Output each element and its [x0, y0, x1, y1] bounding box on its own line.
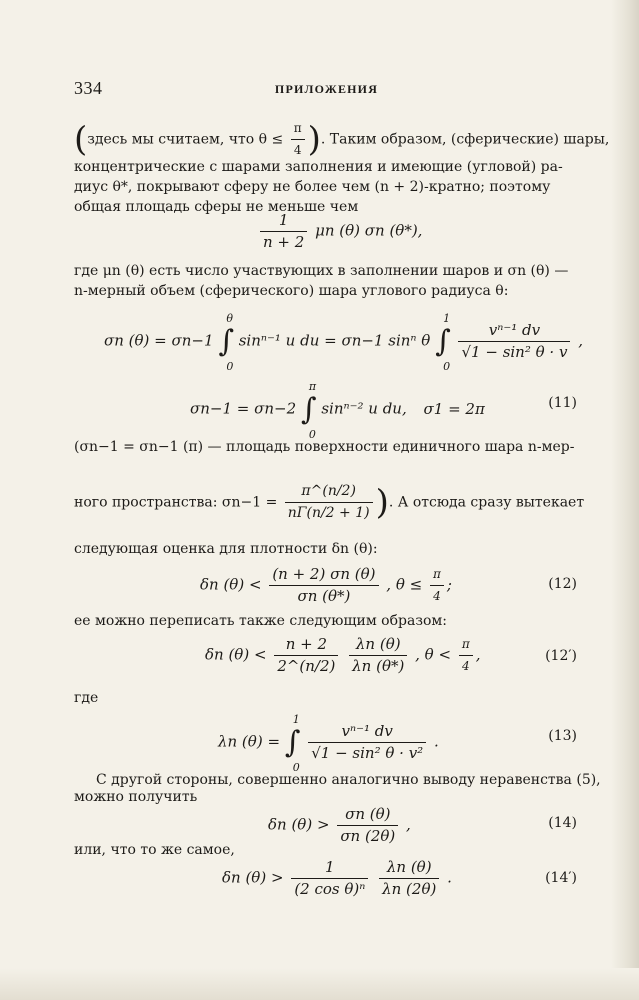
integral-sign-1: ∫ θ 0 — [218, 312, 234, 373]
fraction-numerator: vⁿ⁻¹ dv — [458, 322, 570, 342]
formula-trail: , — [475, 645, 481, 664]
fraction-denominator: √1 − sin² θ · v² — [311, 744, 424, 762]
fraction-denominator: 4 — [461, 659, 470, 673]
integral-lower-limit: 0 — [308, 428, 316, 441]
fraction-sphere-area — [285, 483, 373, 522]
fraction-numerator: 1 — [260, 212, 307, 232]
formula-12 — [200, 566, 452, 605]
paragraph3-line3: следующая оценка для плотности δn (θ): — [74, 541, 378, 557]
fraction — [308, 723, 426, 762]
fraction — [458, 322, 570, 361]
fraction-numerator: σn (θ) — [337, 806, 398, 826]
fraction-numerator: 1 — [291, 859, 368, 879]
formula-text: μn (θ) σn (θ*), — [315, 221, 423, 240]
paragraph5-line2: можно получить — [74, 789, 198, 805]
equation-number-12: (12) — [548, 576, 577, 592]
paragraph6-line1: или, что то же самое, — [74, 842, 235, 858]
integral-sign-2: ∫ 1 0 — [435, 312, 451, 373]
integral-upper-limit: 1 — [292, 713, 300, 726]
formula-11 — [190, 380, 485, 441]
fraction-numerator: λn (θ) — [379, 859, 439, 879]
fraction — [274, 636, 338, 675]
equation-number-11: (11) — [548, 395, 577, 411]
fraction-denominator: 2^(n/2) — [277, 657, 336, 675]
formula-lhs: λn (θ) = — [218, 732, 281, 751]
page-bottom-shadow — [0, 968, 639, 1000]
fraction-numerator: π — [430, 566, 444, 586]
integral-upper-limit: 1 — [443, 312, 451, 325]
formula-lhs: σn (θ) = σn−1 — [104, 331, 214, 350]
fraction-denominator: σn (2θ) — [340, 827, 396, 845]
close-paren-glyph: ) — [307, 119, 321, 160]
fraction-denominator: nΓ(n/2 + 1) — [287, 505, 370, 521]
formula-lhs: δn (θ) < — [205, 645, 267, 664]
formula-trail: . — [447, 868, 452, 887]
fraction-numerator: π^(n/2) — [285, 483, 373, 503]
equation-number-14: (14) — [548, 815, 577, 831]
equation-number-12-prime: (12′) — [545, 648, 577, 664]
formula-trail: ; — [446, 575, 452, 594]
equation-number-14-prime: (14′) — [545, 870, 577, 886]
fraction — [269, 566, 378, 605]
page-edge-shadow — [611, 0, 639, 1000]
formula-sigma — [104, 312, 583, 373]
paragraph1-line4: общая площадь сферы не меньше чем — [74, 199, 359, 215]
paragraph5-line1: С другой стороны, совершенно аналогично выводу неравенства (5), — [96, 772, 601, 788]
fraction-denominator: λn (θ*) — [352, 657, 405, 675]
formula-trail: , — [578, 331, 583, 350]
formula-area — [257, 212, 422, 251]
text-span: ного пространства: σn−1 = — [74, 494, 282, 511]
fraction-denominator: λn (2θ) — [382, 880, 437, 898]
formula-condition: , θ < — [415, 645, 452, 664]
formula-lhs: δn (θ) > — [268, 815, 330, 834]
paragraph1-line3: диус θ*, покрывают сферу не более чем (n + 2)-кратно; поэтому — [74, 179, 551, 195]
fraction — [291, 859, 368, 898]
fraction-numerator: vⁿ⁻¹ dv — [308, 723, 426, 743]
formula-trail: , — [406, 815, 411, 834]
paragraph3-line1: (σn−1 = σn−1 (π) — площадь поверхности единичного шара n-мер- — [74, 439, 575, 455]
formula-integrand: sinⁿ⁻¹ u du = σn−1 sinⁿ θ — [238, 331, 431, 350]
running-head: ПРИЛОЖЕНИЯ — [274, 82, 379, 96]
formula-14-prime — [222, 859, 452, 898]
fraction-numerator: π — [291, 120, 305, 140]
text-span: здесь мы считаем, что θ ≤ — [87, 131, 288, 148]
formula-extra: σ1 = 2π — [423, 399, 485, 418]
paragraph2-line2: n-мерный объем (сферического) шара углового радиуса θ: — [74, 283, 509, 299]
formula-13 — [218, 713, 439, 774]
integral-upper-limit: π — [308, 380, 317, 393]
fraction-pi-4 — [291, 120, 305, 159]
fraction-numerator: π — [459, 636, 473, 656]
fraction-denominator: 4 — [293, 143, 302, 157]
integral-lower-limit: 0 — [443, 360, 451, 373]
formula-lhs: δn (θ) < — [200, 575, 262, 594]
where-label: где — [74, 690, 99, 706]
integral-sign: ∫ π 0 — [300, 380, 317, 441]
fraction — [349, 636, 407, 675]
open-paren-glyph: ( — [74, 119, 88, 160]
formula-trail: . — [433, 732, 439, 751]
integral-upper-limit: θ — [226, 312, 233, 325]
page-header — [74, 78, 579, 100]
paragraph2-line1: где μn (θ) есть число участвующих в заполнении шаров и σn (θ) — — [74, 263, 569, 279]
paragraph1-line1 — [74, 119, 610, 160]
paragraph1-line2: концентрические с шарами заполнения и имеющие (угловой) ра- — [74, 159, 563, 175]
fraction-denominator: σn (θ*) — [297, 587, 351, 605]
fraction-denominator: √1 − sin² θ · v — [461, 343, 568, 361]
text-span: . Таким образом, (сферические) шары, — [320, 131, 610, 148]
fraction-denominator: 4 — [433, 589, 441, 603]
formula-12-prime — [205, 636, 480, 675]
fraction-pi-4 — [430, 566, 444, 605]
fraction-numerator: λn (θ) — [349, 636, 407, 656]
page-number: 334 — [74, 78, 103, 98]
integral-lower-limit: 0 — [292, 761, 300, 774]
fraction-pi-4 — [459, 636, 473, 675]
paragraph3-line2 — [74, 482, 585, 523]
paragraph4-line1: ее можно переписать также следующим образом: — [74, 613, 448, 629]
fraction-numerator: n + 2 — [274, 636, 338, 656]
fraction-denominator: (2 cos θ)ⁿ — [294, 880, 366, 898]
integral-lower-limit: 0 — [226, 360, 234, 373]
integral-sign: ∫ 1 0 — [284, 713, 301, 774]
close-paren-glyph: ) — [375, 482, 389, 523]
text-span: . А отсюда сразу вытекает — [388, 494, 585, 511]
fraction — [260, 212, 307, 251]
formula-condition: , θ ≤ — [386, 575, 423, 594]
formula-lhs: σn−1 = σn−2 — [190, 399, 297, 418]
fraction — [379, 859, 439, 898]
formula-lhs: δn (θ) > — [222, 868, 284, 887]
fraction-denominator: n + 2 — [263, 233, 305, 251]
equation-number-13: (13) — [548, 728, 577, 744]
formula-integrand: sinⁿ⁻² u du, — [321, 399, 407, 418]
fraction-numerator: (n + 2) σn (θ) — [269, 566, 378, 586]
